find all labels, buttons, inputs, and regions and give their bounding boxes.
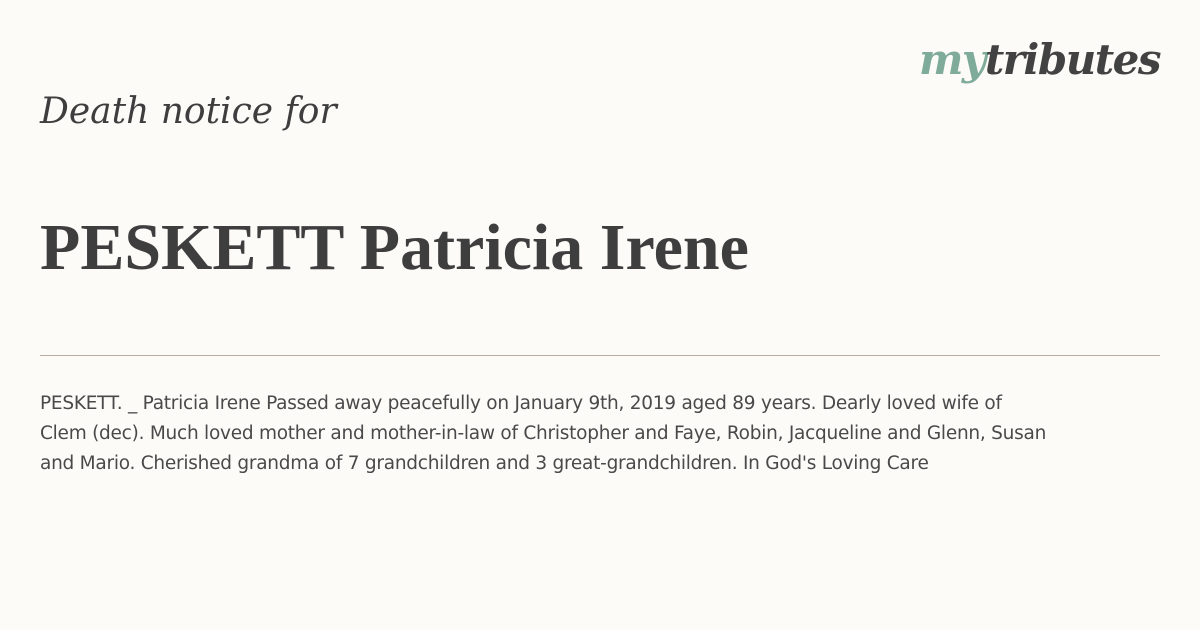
notice-line: and Mario. Cherished grandma of 7 grandchildren and 3 great-grandchildren. In God's Loving Care <box>40 453 929 474</box>
notice-text <box>40 389 1176 479</box>
notice-line: PESKETT. _ Patricia Irene Passed away peacefully on January 9th, 2019 aged 89 years. Dearly loved wife of <box>40 393 1002 414</box>
section-divider <box>40 355 1160 356</box>
logo-my-text: my <box>918 35 985 84</box>
logo-tributes-text: tributes <box>984 35 1160 84</box>
mytributes-logo[interactable] <box>919 34 1160 86</box>
deceased-name: PESKETT Patricia Irene <box>40 211 749 284</box>
death-notice-kicker: Death notice for <box>40 91 337 132</box>
notice-line: Clem (dec). Much loved mother and mother-in-law of Christopher and Faye, Robin, Jacqueline and Glenn, Susan <box>40 423 1047 444</box>
